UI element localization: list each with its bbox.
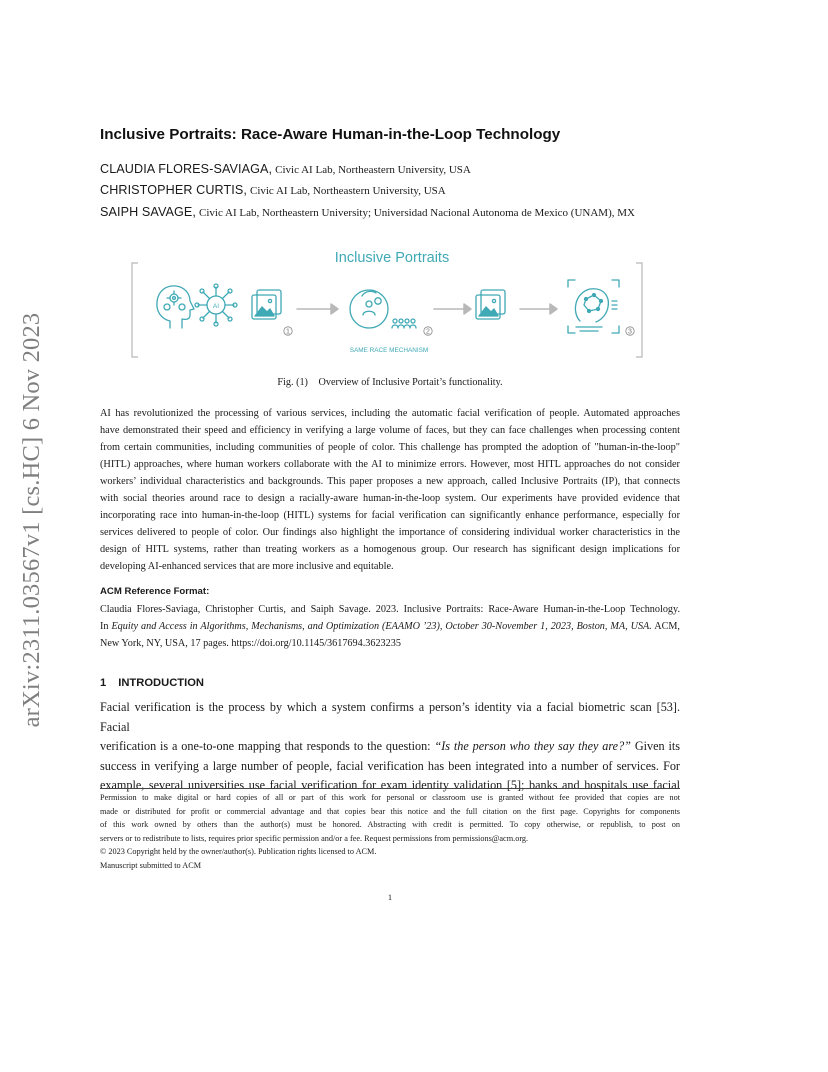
abstract-line: AI has revolutionized the processing of various services, including the automatic facial verification of people. Automated approaches bbox=[100, 408, 680, 419]
step-number: 2 bbox=[426, 328, 430, 336]
ai-head-icon bbox=[157, 286, 194, 328]
abstract-line: developing AI-enhanced services that are more inclusive and equitable. bbox=[100, 561, 394, 572]
footnote-line: servers or to redistribute to lists, requires prior specific permission and/or a fee. Request permissions from permissions@acm.org. bbox=[100, 833, 529, 843]
arrow-right-icon bbox=[520, 304, 557, 314]
footnote-line: Permission to make digital or hard copies of all or part of this work for personal or classroom use is granted without fee provided that copies are not bbox=[100, 793, 680, 802]
same-race-mechanism-icon bbox=[350, 290, 416, 328]
face-scan-icon bbox=[568, 280, 619, 333]
section-heading bbox=[100, 677, 204, 689]
section-title: INTRODUCTION bbox=[118, 677, 204, 689]
acm-reference-prefix: In bbox=[100, 621, 112, 632]
footnote-line: made or distributed for profit or commercial advantage and that copies bear this notice and the full citation on the first page. Copyrights for components bbox=[100, 806, 680, 816]
abstract-line: workers’ individual characteristics and backgrounds. This paper proposes a new approach, called Inclusive Portraits (IP), that connects bbox=[100, 476, 680, 487]
image-icon bbox=[476, 290, 505, 319]
intro-line bbox=[100, 737, 680, 757]
abstract-line: incorporating race into human-in-the-loop (HITL) systems for facial verification can significantly enhance performance, especially for bbox=[100, 510, 680, 521]
author-name: CHRISTOPHER CURTIS, bbox=[100, 183, 247, 197]
intro-line: success in verifying a large number of people, facial verification has been integrated into a number of services. For bbox=[100, 758, 680, 773]
copyright-notice: © 2023 Copyright held by the owner/author(s). Publication rights licensed to ACM. bbox=[100, 847, 377, 856]
venue-name: Equity and Access in Algorithms, Mechanisms, and Optimization (EAAMO ’23), October 30-November 1, 2023, Boston, MA, USA. bbox=[111, 621, 652, 632]
figure-title: Inclusive Portraits bbox=[334, 250, 450, 266]
author-name: CLAUDIA FLORES-SAVIAGA, bbox=[100, 162, 273, 176]
intro-line: Facial verification is the process by which a system confirms a person’s identity via a facial biometric scan [53]. Facial bbox=[100, 700, 680, 734]
author-3 bbox=[100, 205, 635, 220]
svg-text:AI: AI bbox=[212, 303, 220, 310]
author-name: SAIPH SAVAGE, bbox=[100, 205, 197, 219]
intro-line: example, several universities use facial verification for exam identity validation [5]; banks and hospitals use facial bbox=[100, 778, 680, 792]
arrow-right-icon bbox=[434, 304, 471, 314]
author-affiliation: Civic AI Lab, Northeastern University, USA bbox=[275, 164, 471, 176]
overview-figure bbox=[124, 243, 674, 363]
step-number: 1 bbox=[286, 328, 290, 336]
image-icon bbox=[252, 290, 281, 319]
figure-caption bbox=[100, 377, 680, 388]
author-affiliation: Civic AI Lab, Northeastern University, USA bbox=[249, 185, 446, 197]
author-1 bbox=[100, 162, 471, 177]
arrow-right-icon bbox=[297, 304, 338, 314]
abstract bbox=[100, 405, 680, 575]
intro-quote: “Is the person who they say they are?” bbox=[434, 739, 631, 753]
introduction-text bbox=[100, 698, 680, 796]
acm-reference-line: Claudia Flores-Saviaga, Christopher Curtis, and Saiph Savage. 2023. Inclusive Portraits: Race-Aware Human-in-the-Loop Technology. bbox=[100, 604, 680, 615]
arxiv-stamp bbox=[10, 290, 54, 750]
section-number: 1 bbox=[100, 677, 107, 689]
mechanism-label: SAME RACE MECHANISM bbox=[349, 347, 429, 354]
footnote-line: of this work owned by others than the author(s) must be honored. Abstracting with credit is permitted. To copy otherwise, or republish, to post on bbox=[100, 820, 680, 830]
acm-reference-suffix: ACM, bbox=[651, 621, 680, 632]
paper-title: Inclusive Portraits: Race-Aware Human-in-the-Loop Technology bbox=[100, 126, 561, 143]
page-number: 1 bbox=[387, 892, 393, 902]
acm-reference-line bbox=[100, 618, 680, 635]
abstract-line: (HITL) approaches, where human workers collaborate with the AI to minimize errors. However, most HITL approaches do not consider bbox=[100, 459, 680, 470]
acm-reference-heading: ACM Reference Format: bbox=[100, 586, 210, 597]
abstract-line: with social theories around race to design a racially-aware human-in-the-loop system. Our experiments have provided evidence that bbox=[100, 493, 680, 504]
intro-text: Given its bbox=[630, 739, 680, 753]
figure-caption-number: Fig. (1) bbox=[277, 377, 308, 388]
step-number: 3 bbox=[628, 328, 632, 336]
manuscript-note: Manuscript submitted to ACM bbox=[100, 861, 202, 870]
abstract-line: have demonstrated their speed and efficiency in verifying a large volume of faces, but they can face challenges when processing content bbox=[100, 425, 680, 436]
acm-reference-line: New York, NY, USA, 17 pages. https://doi.org/10.1145/3617694.3623235 bbox=[100, 638, 401, 649]
abstract-line: design of HITL systems, rather than treating workers as a homogenous group. Our research has significant design implications for bbox=[100, 544, 680, 555]
author-2 bbox=[100, 183, 446, 198]
abstract-line: from certain communities, including communities of people of color. This challenge has prompted the adoption of "human-in-the-loop" bbox=[100, 442, 680, 453]
intro-text: verification is a one-to-one mapping that responds to the question: bbox=[100, 739, 435, 753]
acm-reference bbox=[100, 601, 680, 652]
permission-notice bbox=[100, 791, 680, 845]
abstract-line: services delivered to people of color. Our findings also highlight the importance of considering individual worker characteristics in the bbox=[100, 527, 680, 538]
footnote-divider bbox=[100, 788, 680, 789]
arxiv-identifier: arXiv:2311.03567v1 [cs.HC] 6 Nov 2023 bbox=[18, 312, 45, 728]
author-affiliation: Civic AI Lab, Northeastern University; Universidad Nacional Autonoma de Mexico (UNAM), MX bbox=[199, 207, 635, 219]
figure-caption-text: Overview of Inclusive Portait’s functionality. bbox=[318, 377, 503, 388]
